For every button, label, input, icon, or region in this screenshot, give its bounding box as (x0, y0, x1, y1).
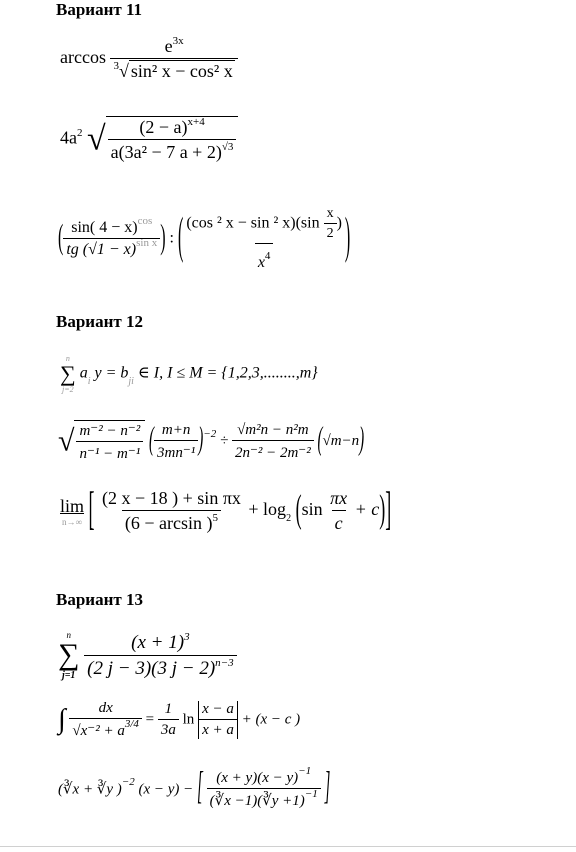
v12-formula-2: √ $\frac{\text{m⁻² − n⁻²}}{\text{n⁻¹ − m⁻¹}}$ ( $\frac{m+n}{\text{3mn⁻¹}}$ )$^{-2}$ ÷ $\frac{\text{√m²n − n²m}}{\text{2n⁻² − 2m⁻²}}$ (√m−n) (58, 421, 365, 462)
v12-f3-den-exp: 5 (212, 512, 219, 524)
v12-f2-tail: √m−n (322, 432, 360, 449)
v11-f2-den-exp: √3 (221, 141, 234, 153)
variant-13-title: Вариант 13 (56, 590, 143, 609)
v11-f3-rf-den: 2 (324, 223, 337, 242)
v11-f3-right-den: x (257, 254, 265, 271)
v13-f3-num: (x + y)(x − y) (216, 770, 299, 786)
v11-f3-right-close: ) (336, 214, 342, 232)
v13-f2-abs-num: x − a (202, 701, 234, 717)
v13-f2-den-frac: 3/4 (124, 718, 139, 730)
v12-f3-s-num: πx (330, 488, 348, 508)
v12-f3-plus-c: + c (354, 499, 380, 520)
v12-f2-f-num: √m²n − n²m (237, 421, 309, 438)
v12-f2-fraction (74, 420, 145, 463)
v12-f3-s-den: c (332, 510, 346, 534)
v13-f1-sum-top: n (66, 630, 71, 640)
v13-f1-den: (2 j − 3)(3 j − 2) (87, 657, 216, 679)
v12-f1-rest: ∈ I, I ≤ M = {1,2,3,........,m} (137, 364, 318, 382)
page-bottom-divider (0, 846, 576, 847)
v11-f3-colon: : (169, 229, 174, 247)
v11-f3-left-den-exp: sin x (136, 237, 158, 249)
v12-f1-sum-bottom: j=2 (62, 385, 74, 394)
v12-f2-div: ÷ (219, 432, 229, 449)
v12-f3-lim: lim (60, 495, 85, 516)
v12-f3-num: (2 x − 18 ) + sin πx (102, 488, 241, 508)
v12-formula-3: lim n→∞ [ $\frac{\text{(2 x − 18 ) + sin πx}}{(6 - \arcsin )^5}$ + $\log_2 (\sin$ $\frac{\pi x}{c}$ + c)] (60, 482, 392, 535)
v13-f2-den: √x⁻² + a (72, 723, 125, 739)
v13-f3-den-exp: −1 (304, 788, 318, 800)
v11-f2-num-exp: x+4 (187, 116, 205, 128)
v13-f1-sum-bottom: j=1 (61, 670, 76, 681)
v13-f1-den-exp: n−3 (215, 656, 234, 669)
v13-f2-abs-den: x + a (199, 719, 237, 739)
v13-formula-2 (58, 700, 300, 740)
v11-f3-left-num: sin( 4 − x) (71, 219, 138, 236)
v11-formula-2: $4a^2$ √ $\frac{(2 - a)^{x+4}}{a(3a^2 - 7 a + 2)^{√3}}$ (60, 116, 238, 163)
v12-f2-paren-fraction (154, 422, 198, 462)
v12-f1-sum-top: n (65, 354, 70, 363)
v13-f1-fraction (84, 632, 236, 680)
v12-f1-sub1: i (87, 375, 91, 387)
v13-f2-eq: = (145, 711, 155, 728)
v12-f2-p-den: 3mn⁻¹ (154, 440, 198, 462)
v11-f1-num-exp: 3x (172, 35, 184, 47)
v13-f3-mid: (x − y) − (138, 781, 194, 798)
v11-f3-left-fraction (63, 215, 160, 259)
v11-f1-lead: arccos (60, 47, 106, 68)
v12-f3-log-sub: 2 (286, 513, 292, 525)
v11-f1-den-body: sin² x − cos² x (130, 61, 233, 81)
v11-f3-right-num: (cos ² x − sin ² x)(sin (186, 214, 320, 232)
v11-f3-right-den-exp: 4 (264, 250, 271, 262)
v13-formula-3: (∛x + ∛y )$^{-2}$ (x − y) − [ $\frac{(x + y)(x - y)^{-1}}{(∛x -1)(∛y +1)^{-1}}$ ] (58, 765, 331, 810)
v13-f3-num-exp: −1 (298, 765, 312, 777)
v12-f2-num: m⁻² − n⁻² (79, 423, 141, 439)
v12-f3-den: (6 − arcsin ) (124, 513, 213, 533)
v13-formula-1: n ∑ j=1 $\frac{(x + 1)^3}{(2 j - 3)(3 j - 2)^{n-3}}$ (58, 630, 237, 681)
v13-f3-fraction (207, 765, 321, 810)
v12-formula-1: n ∑ j=2 $a_i$ $y = b_{ji}$ ∈ I, I ≤ M = {1,2,3,........,m} (60, 354, 318, 394)
v12-f2-den: n⁻¹ − m⁻¹ (76, 441, 143, 463)
v11-f3-left-num-exp: cos (137, 215, 153, 227)
v12-f3-lim-sub: n→∞ (62, 516, 82, 527)
v12-f2-second-fraction (232, 422, 314, 462)
v13-f3-left-exp: −2 (121, 776, 135, 789)
v13-f2-fraction (69, 700, 142, 740)
v11-f3-right-fraction (183, 206, 345, 272)
v11-formula-3: ( $\frac{\sin( 4 - x)^{cos}}{tg (√1 - x)^{sin x}}$ ) : ( (cos ² x − sin ² x)(sin $\frac{x}{2}$ ) $x^4$ ) (58, 206, 351, 271)
v13-f2-tail: + (x − c ) (241, 711, 301, 728)
v12-f1-sub2: ji (128, 375, 134, 387)
v12-f1-mid: y = b (94, 364, 129, 382)
v12-f3-fraction (99, 488, 244, 534)
v11-f3-left-den: tg (√1 − x) (66, 241, 137, 258)
v13-f3-den: (∛x −1)(∛y +1) (209, 793, 305, 809)
v13-f2-ln: ln (182, 711, 195, 728)
v13-f2-c-num: 1 (164, 701, 173, 717)
v11-f1-fraction: $\frac{e^{3x}}{^3√ \sin^2 x - \cos^2 x}$ (110, 36, 237, 82)
variant-12-title: Вариант 12 (56, 312, 143, 331)
v12-f1-body: a (79, 364, 88, 382)
variant-11-title: Вариант 11 (56, 0, 143, 19)
v13-f2-c-den: 3a (158, 719, 179, 739)
v12-f3-sin: sin (301, 499, 323, 520)
v11-f2-lead-exp: 2 (77, 126, 83, 139)
v11-formula-1 (60, 36, 238, 82)
v12-f2-p-exp: −2 (203, 427, 217, 440)
v11-f3-rf-num: x (326, 206, 334, 221)
v11-f2-num: (2 − a) (139, 117, 188, 137)
v12-f2-p-num: m+n (161, 421, 191, 438)
v11-f1-root-index: 3 (113, 60, 119, 72)
v13-f1-num-exp: 3 (184, 630, 190, 643)
v13-f2-num: dx (98, 700, 113, 716)
v13-f3-left: (∛x + ∛y ) (58, 781, 122, 798)
v11-f2-den: a(3a² − 7 a + 2) (110, 142, 222, 162)
v12-f2-f-den: 2n⁻² − 2m⁻² (232, 440, 314, 462)
v13-f1-num: (x + 1) (131, 631, 185, 653)
v11-f1-num: e (164, 36, 173, 56)
v13-f2-int: ∫ (58, 704, 66, 735)
v12-f3-plus-log: + log (248, 499, 287, 520)
v11-f2-lead: 4a (60, 127, 77, 148)
v11-f2-fraction (106, 116, 239, 163)
